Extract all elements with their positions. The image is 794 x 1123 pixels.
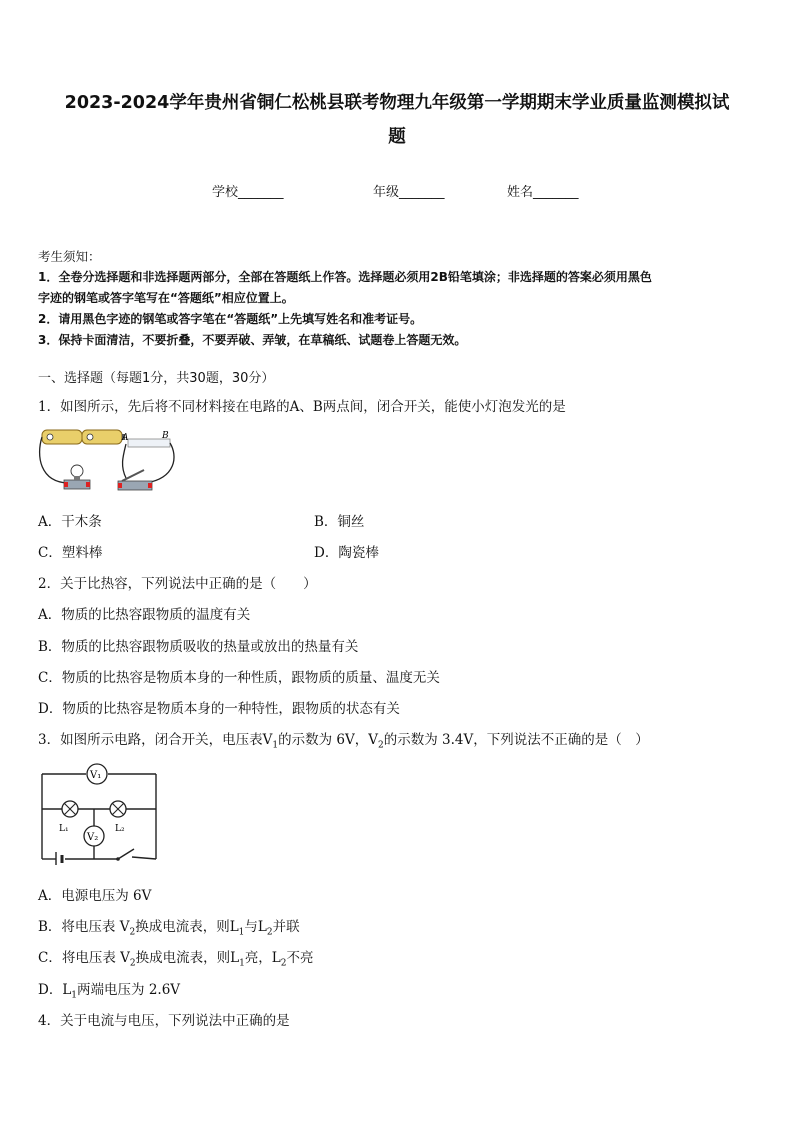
point-a-label: A (122, 433, 129, 443)
question-2-option-a: A．物质的比热容跟物质的温度有关 (38, 607, 251, 623)
question-1-option-a: A．干木条 (38, 514, 102, 530)
question-1-option-c: C．塑料棒 (38, 545, 103, 561)
question-2-option-d: D．物质的比热容是物质本身的一种特性，跟物质的状态有关 (38, 701, 400, 717)
question-3-circuit-figure (38, 761, 162, 865)
lamp-2-label: L₂ (115, 824, 125, 834)
notice-item: 1．全卷分选择题和非选择题两部分，全部在答题纸上作答。选择题必须用2B铅笔填涂；非选择题的答案必须用黑色 (38, 270, 652, 284)
question-1-stem: 1．如图所示，先后将不同材料接在电路的A、B两点间，闭合开关，能使小灯泡发光的是 (38, 399, 566, 415)
lamp-1-label: L₁ (59, 824, 69, 834)
question-3-option-d: D．$L_1$两端电压为 2.6V (38, 982, 181, 1001)
notice-item: 3．保持卡面清洁，不要折叠，不要弄破、弄皱，在草稿纸、试题卷上答题无效。 (38, 333, 467, 347)
exam-title (40, 86, 754, 154)
voltmeter-1-label: V₁ (90, 770, 102, 781)
grade-field: 年级_______ (373, 185, 445, 200)
question-3-stem: 3．如图所示电路，闭合开关，电压表$V_1$的示数为 6V，$V_2$的示数为 3.4V，下列说法不正确的是（ ） (38, 732, 649, 751)
point-b-label: B (162, 431, 169, 441)
name-field: 姓名_______ (507, 185, 579, 200)
question-2-option-b: B．物质的比热容跟物质吸收的热量或放出的热量有关 (38, 639, 359, 655)
section-heading: 一、选择题（每题1分，共30题，30分） (38, 371, 275, 386)
question-4-stem: 4．关于电流与电压，下列说法中正确的是 (38, 1013, 290, 1029)
exam-notice (38, 246, 758, 351)
question-2-stem: 2．关于比热容，下列说法中正确的是（ ） (38, 576, 317, 592)
student-info-row (0, 181, 794, 201)
notice-heading: 考生须知： (38, 249, 101, 264)
question-3-option-b: B．将电压表 $V_2$换成电流表，则$L_1$与$L_2$并联 (38, 919, 300, 938)
question-2-option-c: C．物质的比热容是物质本身的一种性质，跟物质的质量、温度无关 (38, 670, 440, 686)
notice-item: 字迹的钢笔或答字笔写在“答题纸”相应位置上。 (38, 291, 294, 305)
question-1-option-b: B．铜丝 (314, 514, 365, 530)
voltmeter-2-label: V₂ (87, 832, 99, 843)
school-field: 学校_______ (212, 185, 284, 200)
title-line-1: 2023-2024学年贵州省铜仁松桃县联考物理九年级第一学期期末学业质量监测模拟试 (64, 93, 730, 113)
question-3-option-c: C．将电压表 $V_2$换成电流表，则$L_1$亮，$L_2$不亮 (38, 950, 314, 969)
title-line-2: 题 (388, 127, 406, 147)
question-1-option-d: D．陶瓷棒 (314, 545, 379, 561)
notice-item: 2．请用黑色字迹的钢笔或答字笔在“答题纸”上先填写姓名和准考证号。 (38, 312, 423, 326)
question-3-option-a: A．电源电压为 6V (38, 888, 152, 904)
question-1-circuit-figure (38, 426, 178, 494)
